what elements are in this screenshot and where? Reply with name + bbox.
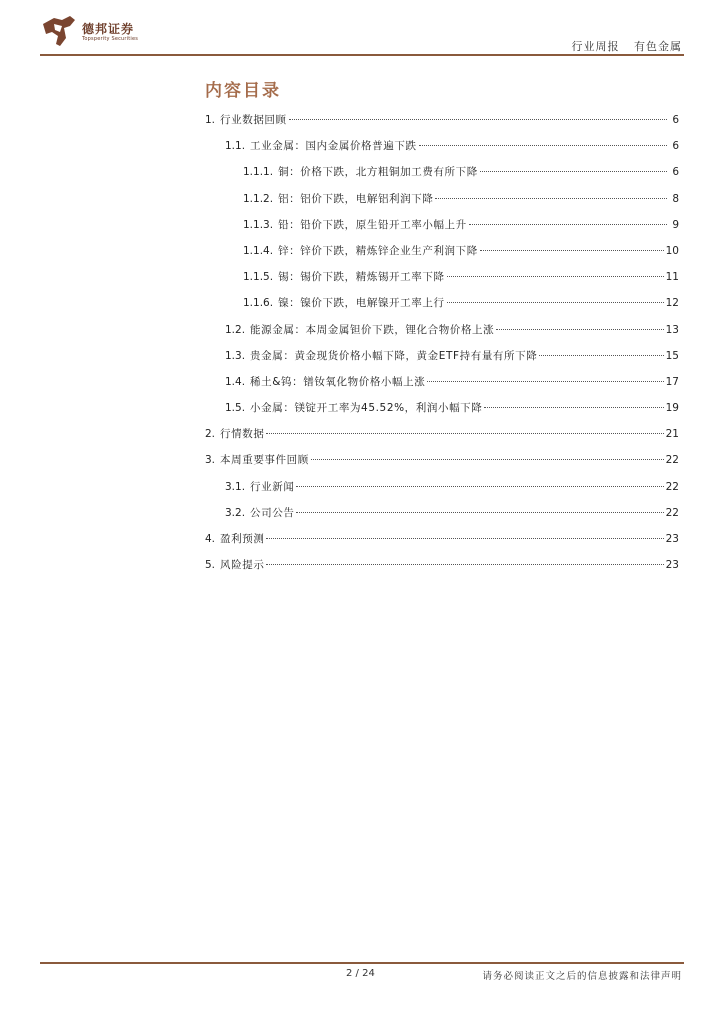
toc-entry[interactable] [205,505,679,531]
toc-entry-number: 3.1. [225,480,246,493]
toc-entry-page: 6 [672,166,679,179]
toc-dot-leader [435,198,667,199]
toc-entry-number: 1.1.3. [243,218,274,231]
toc-entry-number: 2. [205,428,216,441]
toc-entry-page: 19 [665,402,679,415]
toc-entry-page: 22 [665,480,679,493]
logo-text-en: Topsperity Securities [82,36,139,42]
footer-disclaimer: 请务必阅读正文之后的信息披露和法律声明 [482,971,682,982]
toc-entry[interactable] [205,322,679,348]
toc-entry[interactable] [205,452,679,478]
sector-label: 有色金属 [634,40,682,53]
toc-entry-number: 1.4. [225,375,246,388]
toc-entry[interactable] [205,426,679,452]
toc-entry-page: 23 [665,533,679,545]
toc-entry-page: 12 [665,297,679,310]
toc-dot-leader [496,329,663,330]
toc-entry[interactable] [205,374,679,400]
toc-entry-number: 1.1.2. [243,192,274,205]
toc-title: 内容目录 [205,81,281,101]
toc-entry-text: 行情数据 [220,428,265,441]
toc-entry-page: 17 [665,375,679,388]
toc-dot-leader [266,433,663,434]
toc-entry-page: 11 [665,271,679,284]
toc-entry[interactable] [205,557,679,583]
report-type: 行业周报 [571,40,620,53]
toc-entry[interactable] [205,112,679,138]
toc-entry-text: 公司公告 [250,506,295,519]
report-header [572,38,683,54]
toc-entry-page: 9 [672,218,679,231]
toc-entry-text: 铝：铝价下跌，电解铝利润下降 [278,192,434,205]
toc-entry-page: 23 [665,559,679,572]
toc-entry-text: 行业新闻 [250,480,295,493]
toc-entry-page: 10 [665,244,679,257]
toc-entry-number: 1.1.6. [243,297,274,310]
page-indicator: 2 / 24 [346,968,375,979]
toc-entry-text: 贵金属：黄金现货价格小幅下降，黄金ETF持有量有所下降 [250,349,538,362]
toc-entry-text: 能源金属：本周金属钽价下跌，锂化合物价格上涨 [250,323,495,336]
toc-entry-number: 1. [205,114,216,126]
toc-entry-text: 本周重要事件回顾 [220,454,309,467]
toc-entry-text: 盈利预测 [220,533,265,545]
toc-entry-text: 铜：价格下跌，北方粗铜加工费有所下降 [278,166,478,179]
toc-entry[interactable] [205,217,679,243]
table-of-contents [205,112,679,583]
toc-entry[interactable] [205,243,679,269]
toc-entry-number: 1.1.5. [243,271,274,284]
toc-entry-page: 22 [665,454,679,467]
toc-entry-text: 稀土&钨：镨钕氧化物价格小幅上涨 [250,375,426,388]
toc-dot-leader [419,145,667,146]
toc-dot-leader [469,224,667,225]
toc-entry-number: 3.2. [225,506,246,519]
toc-dot-leader [539,355,663,356]
toc-entry-page: 21 [665,428,679,441]
toc-entry-text: 小金属：镁锭开工率为45.52%，利润小幅下降 [250,402,483,415]
toc-dot-leader [484,407,663,408]
toc-entry-page: 6 [672,114,679,126]
toc-dot-leader [427,381,663,382]
toc-entry-page: 22 [665,506,679,519]
toc-entry[interactable] [205,164,679,190]
toc-entry[interactable] [205,348,679,374]
toc-entry-page: 6 [672,140,679,153]
header-divider [40,54,684,56]
toc-entry-text: 行业数据回顾 [220,114,287,126]
toc-entry-number: 1.1.1. [243,166,274,179]
toc-entry[interactable] [205,138,679,164]
toc-entry-number: 4. [205,533,216,545]
toc-entry-text: 铅：铅价下跌，原生铅开工率小幅上升 [278,218,467,231]
toc-entry-page: 15 [665,349,679,362]
toc-entry-number: 5. [205,559,216,572]
toc-entry[interactable] [205,191,679,217]
toc-dot-leader [289,119,667,120]
toc-dot-leader [266,538,663,539]
toc-entry-text: 工业金属：国内金属价格普遍下跌 [250,140,417,153]
toc-entry-text: 镍：镍价下跌，电解镍开工率上行 [278,297,445,310]
toc-dot-leader [480,250,664,251]
toc-entry-text: 锌：锌价下跌，精炼锌企业生产利润下降 [278,244,478,257]
toc-entry[interactable] [205,400,679,426]
toc-entry-number: 1.3. [225,349,246,362]
toc-entry-text: 风险提示 [220,559,265,572]
toc-dot-leader [266,564,663,565]
toc-entry[interactable] [205,531,679,557]
toc-entry-number: 1.5. [225,402,246,415]
company-logo [40,14,140,50]
toc-entry[interactable] [205,295,679,321]
toc-entry-number: 1.2. [225,323,246,336]
toc-dot-leader [296,512,663,513]
toc-dot-leader [447,302,664,303]
footer-divider [40,962,684,964]
toc-dot-leader [480,171,667,172]
toc-dot-leader [311,459,664,460]
toc-entry-number: 1.1. [225,140,246,153]
toc-entry-number: 1.1.4. [243,244,274,257]
toc-entry[interactable] [205,479,679,505]
toc-entry-page: 8 [672,192,679,205]
toc-entry[interactable] [205,269,679,295]
toc-dot-leader [296,486,663,487]
toc-dot-leader [447,276,664,277]
toc-entry-page: 13 [665,323,679,336]
logo-mark-icon [40,14,78,48]
logo-text-cn: 德邦证券 [82,22,135,36]
toc-entry-number: 3. [205,454,216,467]
toc-entry-text: 锡：锡价下跌，精炼锡开工率下降 [278,271,445,284]
